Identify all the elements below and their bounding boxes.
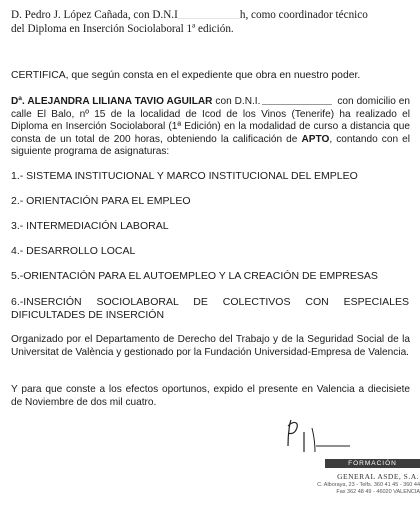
- subject-item-3: 3.- INTERMEDIACIÓN LABORAL: [11, 220, 169, 232]
- redacted-dni-field: [262, 96, 332, 105]
- subject-item-2: 2.- ORIENTACIÓN PARA EL EMPLEO: [11, 195, 191, 207]
- company-stamp: [315, 456, 420, 515]
- certificate-body: [11, 96, 410, 159]
- issuer-line-2: del Diploma en Inserción Sociolaboral 1ª edición.: [11, 23, 234, 35]
- closing-statement: Y para que conste a los efectos oportunos, expido el presente en Valencia a diecisiete de Noviembre de dos mil cuatro.: [11, 384, 410, 408]
- grade-apto: APTO: [301, 133, 330, 145]
- subject-item-4: 4.- DESARROLLO LOCAL: [11, 245, 136, 257]
- subject-item-6: 6.-INSERCIÓN SOCIOLABORAL DE COLECTIVOS CON ESPECIALES DIFICULTADES DE INSERCIÓN: [11, 296, 409, 321]
- issuer-line-1a: D. Pedro J. López Cañada, con D.N.I: [11, 9, 178, 21]
- stamp-address: [315, 482, 420, 496]
- subject-item-1: 1.- SISTEMA INSTITUCIONAL Y MARCO INSTITUCIONAL DEL EMPLEO: [11, 170, 358, 182]
- redacted-dni: [178, 9, 240, 19]
- stamp-address-line-2: Fax 362 48 49 - 46020 VALENCIA: [336, 489, 420, 495]
- stamp-band: FORMACIÓN: [325, 459, 420, 468]
- certifica-statement: CERTIFICA, que según consta en el expediente que obra en nuestro poder.: [11, 70, 361, 81]
- organizer-note: Organizado por el Departamento de Derecho del Trabajo y de la Seguridad Social de la Universitat de València y gestionado por la Fundación Universidad-Empresa de Valencia.: [11, 334, 410, 358]
- recipient-name: Dª. ALEJANDRA LILIANA TAVIO AGUILAR: [11, 96, 213, 107]
- body-text-2: con domicilio en calle El Balo, nº 15 de la localidad de Icod de los Vinos (Tenerife) ha realizado el Diploma en Inserción Sociolaboral (1ª Edición) en la modalidad de curso a distancia que consta de un total de 200 horas, obteniendo la calificación de: [11, 96, 410, 145]
- body-text-1: con D.N.I.: [212, 96, 261, 107]
- issuer-header: [11, 8, 411, 36]
- body-text-3: , contando con el siguiente programa de asignaturas:: [11, 133, 410, 158]
- handwritten-signature: [282, 418, 352, 458]
- stamp-address-line-1: C. Alboraya, 23 - Telfs. 360 41 45 - 360 44: [317, 482, 420, 488]
- subject-item-5: 5.-ORIENTACIÓN PARA EL AUTOEMPLEO Y LA CREACIÓN DE EMPRESAS: [11, 270, 378, 282]
- issuer-line-1b: h, como coordinador técnico: [239, 9, 368, 21]
- stamp-company-name: GENERAL ASDE, S.A.: [337, 472, 419, 481]
